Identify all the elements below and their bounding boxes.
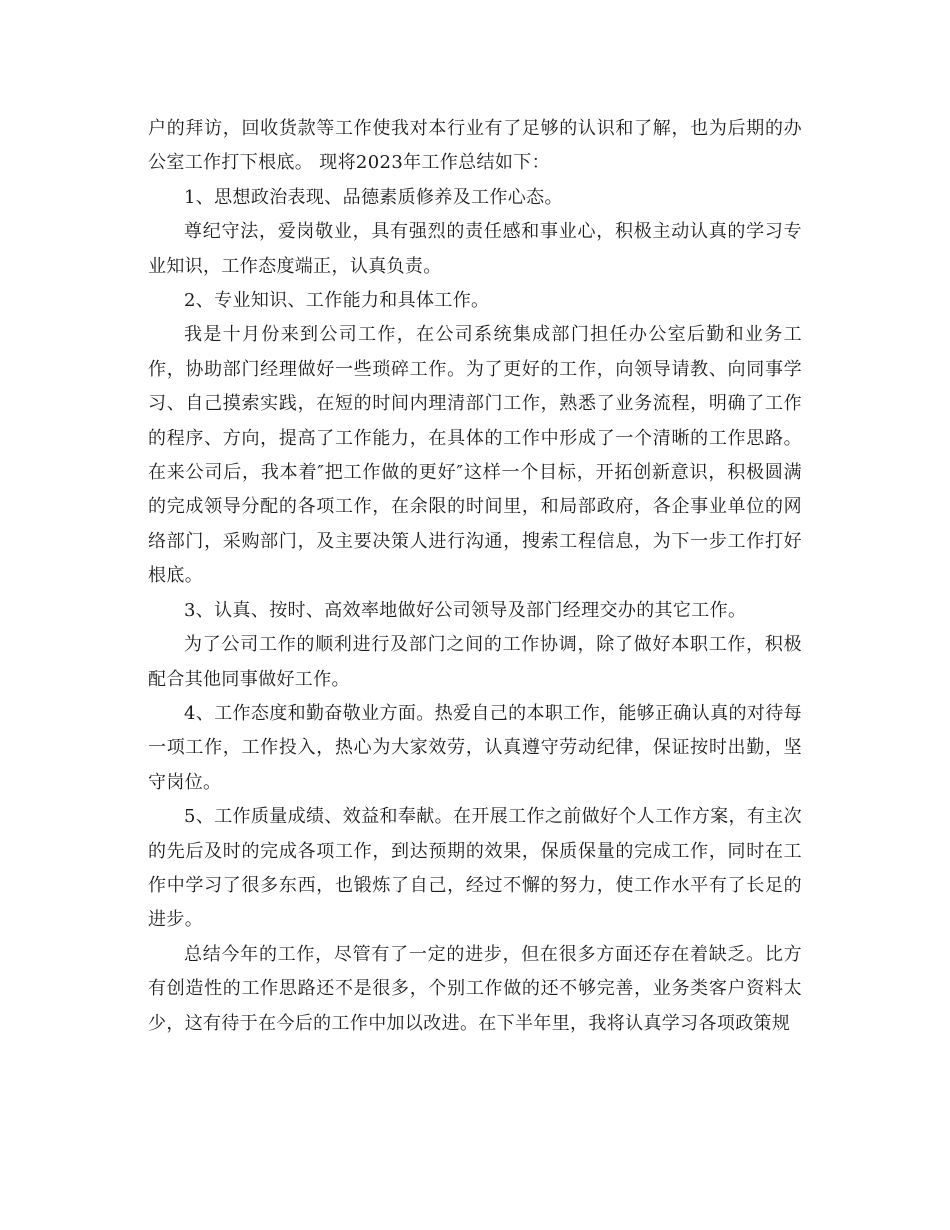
paragraph: 为了公司工作的顺利进行及部门之间的工作协调，除了做好本职工作，积极配合其他同事做好工作。 (148, 634, 802, 690)
paragraph: 2、专业知识、工作能力和具体工作。 (184, 290, 490, 312)
paragraph: 总结今年的工作，尽管有了一定的进步，但在很多方面还存在着缺乏。比方有创造性的工作思路还不是很多，个别工作做的还不够完善，业务类客户资料太少，这有待于在今后的工作中加以改进。在下半年里，我将认真学习各项政策规 (148, 943, 802, 1034)
document-body (148, 112, 802, 1041)
paragraph: 5、工作质量成绩、效益和奉献。在开展工作之前做好个人工作方案，有主次的先后及时的完成各项工作，到达预期的效果，保质保量的完成工作，同时在工作中学习了很多东西，也锻炼了自己，经过不懈的努力，使工作水平有了长足的进步。 (148, 806, 802, 931)
paragraph: 户的拜访，回收货款等工作使我对本行业有了足够的认识和了解，也为后期的办公室工作打下根底。 现将2023年工作总结如下： (148, 118, 802, 174)
paragraph: 3、认真、按时、高效率地做好公司领导及部门经理交办的其它工作。 (184, 599, 747, 621)
paragraph: 尊纪守法，爱岗敬业，具有强烈的责任感和事业心，积极主动认真的学习专业知识，工作态度端正，认真负责。 (148, 221, 802, 277)
paragraph: 我是十月份来到公司工作，在公司系统集成部门担任办公室后勤和业务工作，协助部门经理做好一些琐碎工作。为了更好的工作，向领导请教、向同事学习、自己摸索实践，在短的时间内理清部门工作，熟悉了业务流程，明确了工作的程序、方向，提高了工作能力，在具体的工作中形成了一个清晰的工作思路。在来公司后，我本着″把工作做的更好″这样一个目标，开拓创新意识，积极圆满的完成领导分配的各项工作，在余限的时间里，和局部政府，各企事业单位的网络部门，采购部门，及主要决策人进行沟通，搜索工程信息，为下一步工作打好根底。 (148, 324, 802, 587)
paragraph: 4、工作态度和勤奋敬业方面。热爱自己的本职工作，能够正确认真的对待每一项工作，工作投入，热心为大家效劳，认真遵守劳动纪律，保证按时出勤，坚守岗位。 (148, 702, 802, 793)
paragraph: 1、思想政治表现、品德素质修养及工作心态。 (184, 186, 563, 208)
